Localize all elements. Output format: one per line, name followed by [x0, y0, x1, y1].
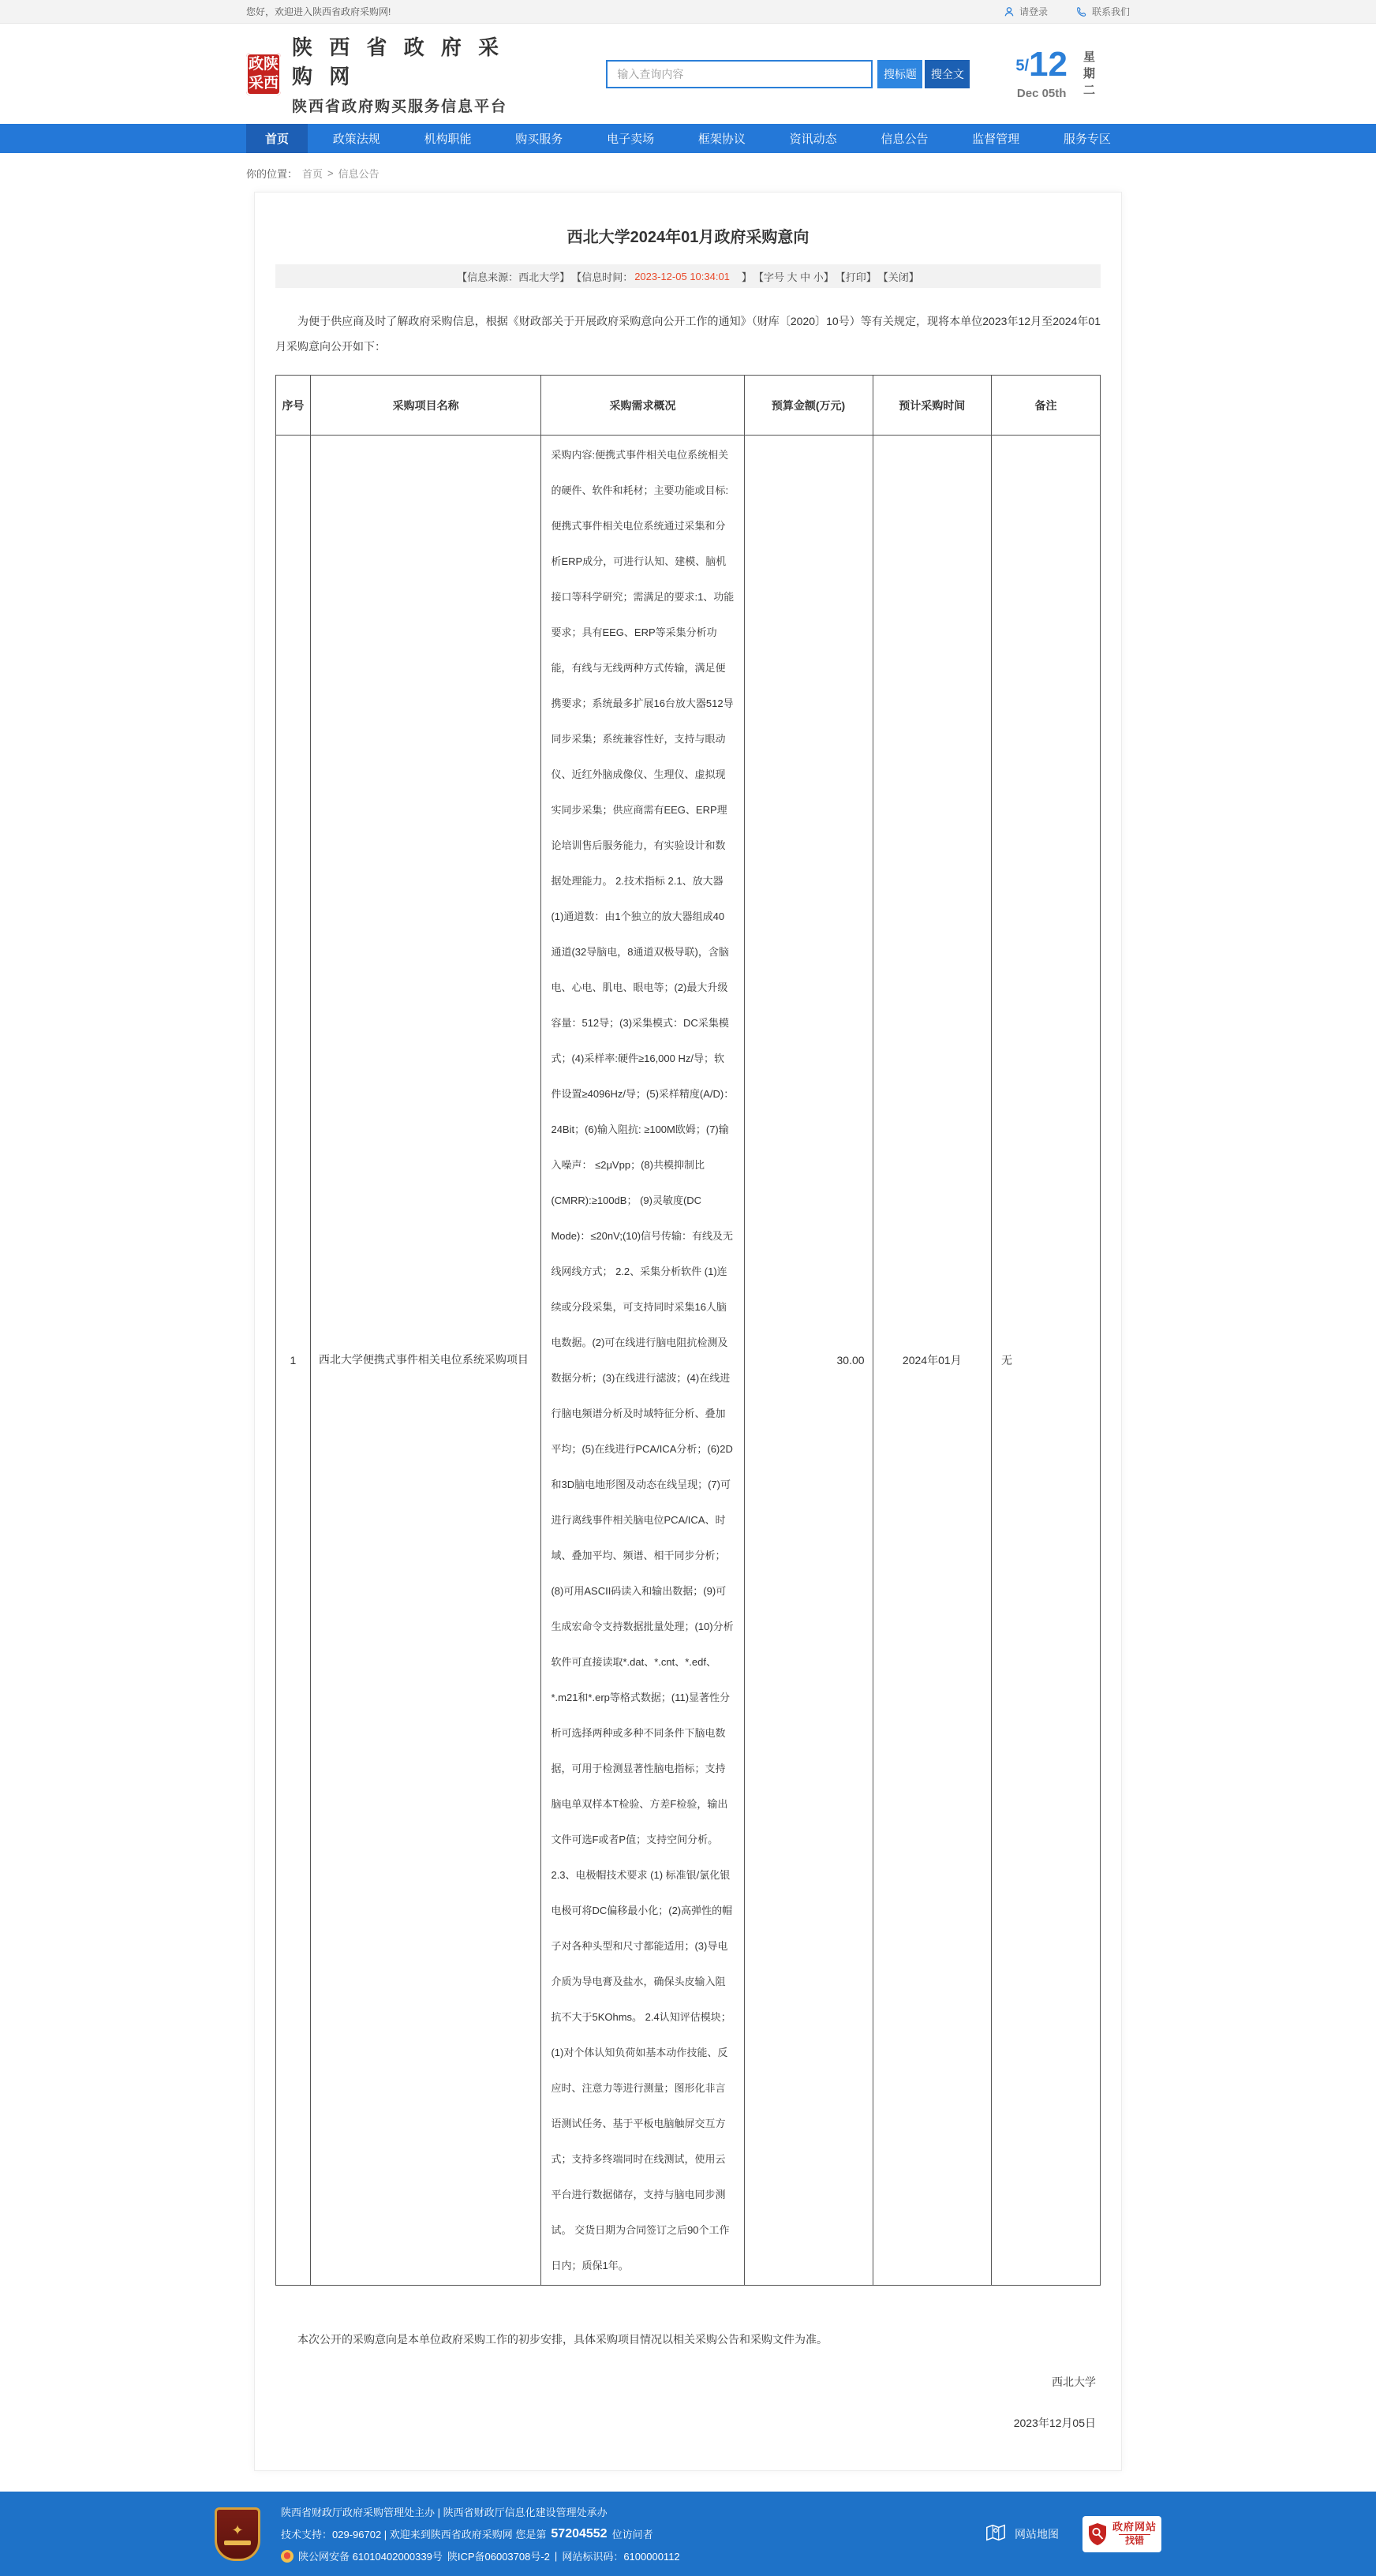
- seal-char: 采: [249, 75, 264, 92]
- meta-time-suffix: 】: [731, 271, 752, 283]
- visitor-count: 57204552: [551, 2526, 608, 2540]
- cell-project-name: 西北大学便携式事件相关电位系统采购项目: [310, 436, 541, 2286]
- welcome-text: 您好，欢迎进入陕西省政府采购网!: [246, 6, 391, 17]
- search-fulltext-button[interactable]: 搜全文: [925, 60, 970, 88]
- print-button[interactable]: 【打印】: [835, 271, 877, 283]
- nav-item-news[interactable]: 资讯动态: [789, 133, 837, 146]
- col-header-time: 预计采购时间: [873, 376, 991, 436]
- meta-time-prefix: 【信息时间：: [571, 271, 634, 283]
- nav-item-purchase-services[interactable]: 购买服务: [515, 133, 563, 146]
- map-icon: [985, 2522, 1007, 2546]
- seal-logo-icon: [246, 53, 281, 95]
- emblem-star-icon: ✦: [231, 2522, 244, 2538]
- col-header-budget: 预算金额(万元): [744, 376, 873, 436]
- nav-item-framework[interactable]: 框架协议: [697, 133, 746, 146]
- contact-link[interactable]: [1076, 5, 1130, 18]
- nav-item-functions[interactable]: 机构职能: [424, 133, 472, 146]
- breadcrumb-label: 你的位置：: [246, 168, 298, 180]
- nav-item-service-zone[interactable]: 服务专区: [1063, 133, 1111, 146]
- search-bar: [606, 60, 970, 88]
- seal-char: 西: [264, 75, 279, 92]
- phone-icon: [1076, 6, 1087, 17]
- police-badge-icon: [281, 2550, 294, 2563]
- sitemap-label: 网站地图: [1015, 2527, 1059, 2540]
- topbar: [0, 0, 1376, 24]
- date-english: Dec 05th: [1016, 87, 1067, 100]
- article-meta-bar: [275, 264, 1101, 288]
- footer: [0, 2492, 1376, 2576]
- col-header-requirement: 采购需求概况: [541, 376, 744, 436]
- emblem-bar: [224, 2540, 251, 2545]
- footer-organizer: 陕西省财政厅政府采购管理处主办 | 陕西省财政厅信息化建设管理处承办: [281, 2507, 608, 2519]
- sitemap-link[interactable]: [985, 2522, 1059, 2546]
- procurement-table: [275, 375, 1101, 2286]
- footer-support-prefix: 技术支持：029-96702 | 欢迎来到陕西省政府采购网 您是第: [281, 2529, 547, 2541]
- site-subtitle: 陕西省政府购买服务信息平台: [292, 99, 508, 115]
- site-name: 陕 西 省 政 府 采 购 网: [292, 36, 505, 88]
- cell-budget: 30.00: [744, 436, 873, 2286]
- signature-date: 2023年12月05日: [1013, 2417, 1096, 2430]
- site-code: 网站标识码：6100000112: [562, 2551, 680, 2563]
- date-widget: [1015, 47, 1130, 100]
- cell-procurement-time: 2024年01月: [873, 436, 991, 2286]
- footer-emblem-icon: [215, 2507, 260, 2561]
- nav-item-emall[interactable]: 电子卖场: [607, 133, 655, 146]
- intro-paragraph: 为便于供应商及时了解政府采购信息，根据《财政部关于开展政府采购意向公开工作的通知》（财库〔2020〕10号）等有关规定，现将本单位2023年12月至2024年01月采购意向公开如下：: [275, 315, 1101, 353]
- close-button[interactable]: 【关闭】: [877, 271, 919, 283]
- date-day: 12: [1029, 45, 1068, 84]
- login-link[interactable]: [1004, 5, 1048, 18]
- nav-item-policies[interactable]: 政策法规: [332, 133, 380, 146]
- table-header-row: [276, 376, 1101, 436]
- fontsize-controls[interactable]: 【字号 大 中 小】: [753, 271, 834, 283]
- user-icon: [1004, 6, 1015, 17]
- search-title-button[interactable]: 搜标题: [877, 60, 922, 88]
- search-input[interactable]: [606, 60, 873, 88]
- site-logo[interactable]: [246, 32, 511, 116]
- breadcrumb-current[interactable]: 信息公告: [338, 168, 380, 180]
- cell-note: 无: [992, 436, 1101, 2286]
- meta-time-value: 2023-12-05 10:34:01: [634, 270, 730, 282]
- nav-item-home[interactable]: 首页: [246, 124, 308, 153]
- nav-item-announcements[interactable]: 信息公告: [881, 133, 929, 146]
- nav-item-supervision[interactable]: 监督管理: [972, 133, 1020, 146]
- site-header: [0, 24, 1376, 124]
- breadcrumb-separator: >: [327, 167, 334, 179]
- contact-label: 联系我们: [1091, 6, 1130, 17]
- date-month: 5/: [1015, 57, 1030, 75]
- closing-paragraph: 本次公开的采购意向是本单位政府采购工作的初步安排，具体采购项目情况以相关采购公告和采购文件为准。: [297, 2333, 828, 2346]
- col-header-no: 序号: [276, 376, 311, 436]
- seal-char: 政: [249, 56, 264, 73]
- footer-support-suffix: 位访问者: [611, 2529, 653, 2541]
- meta-source: 【信息来源：西北大学】: [457, 271, 570, 283]
- breadcrumb-home-link[interactable]: 首页: [302, 168, 323, 180]
- breadcrumb: [246, 153, 1130, 192]
- col-header-note: 备注: [992, 376, 1101, 436]
- gov-site-error-badge[interactable]: [1082, 2516, 1161, 2552]
- security-record-link[interactable]: 陕公网安备 61010402000339号: [298, 2551, 443, 2563]
- find-error-line2: 找错: [1119, 2534, 1150, 2547]
- main-nav: [0, 124, 1376, 153]
- table-row: [276, 436, 1101, 2286]
- seal-char: 陕: [264, 56, 279, 73]
- cell-serial-number: 1: [276, 436, 311, 2286]
- footer-separator: |: [554, 2550, 558, 2563]
- cell-requirement: 采购内容:便携式事件相关电位系统相关的硬件、软件和耗材；主要功能或目标:便携式事件相关电位系统通过采集和分析ERP成分，可进行认知、建模、脑机接口等科学研究；需满足的要求:1、功能要求；具有EEG、ERP等采集分析功能，有线与无线两种方式传输，满足便携要求；系统最多扩展16台放大器512导同步采集；系统兼容性好，支持与眼动仪、近红外脑成像仪、生理仪、虚拟现实同步采集；供应商需有EEG、ERP理论培训售后服务能力，有实验设计和数据处理能力。 2.技术指标 2.1、放大器 (1)通道数：由1个独立的放大器组成40通道(32导脑电，8通道双极导联)，含脑电、心电、肌电、眼电等；(2)最大升级容量：512导；(3)采集模式：DC采集模式；(4)采样率:硬件≥16,000 Hz/导；软件设置≥4096Hz/导；(5)采样精度(A/D)：24Bit；(6)输入阻抗: ≥100M欧姆；(7)输入噪声： ≤2μVpp；(8)共模抑制比(CMRR):≥100dB； (9)灵敏度(DC Mode)：≤20nV;(10)信号传输：有线及无线网线方式； 2.2、采集分析软件 (1)连续或分段采集，可支持同时采集16人脑电数据。(2)可在线进行脑电阻抗检测及数据分析；(3)在线进行滤波；(4)在线进行脑电频谱分析及时域特征分析、叠加平均；(5)在线进行PCA/ICA分析；(6)2D和3D脑电地形图及动态在线呈现；(7)可进行离线事件相关脑电位PCA/ICA、时域、叠加平均、频谱、相干同步分析；(8)可用ASCII码读入和输出数据；(9)可生成宏命令支持数据批量处理；(10)分析软件可直接读取*.dat、*.cnt、*.edf、*.m21和*.erp等格式数据；(11)显著性分析可选择两种或多种不同条件下脑电数据，可用于检测显著性脑电指标；支持脑电单双样本T检验、方差F检验，输出文件可选F或者P值；支持空间分析。 2.3、电极帽技术要求 (1) 标准银/氯化银电极可将DC偏移最小化；(2)高弹性的帽子对各种头型和尺寸都能适用；(3)导电介质为导电膏及盐水，确保头皮输入阻抗不大于5KOhms。 2.4认知评估模块；(1)对个体认知负荷如基本动作技能、反应时、注意力等进行测量；图形化非言语测试任务、基于平板电脑触屏交互方式；支持多终端同时在线测试，使用云平台进行数据储存，支持与脑电同步测试。 交货日期为合同签订之后90个工作日内；质保1年。: [541, 436, 744, 2286]
- date-weekday: 星期二: [1082, 50, 1095, 100]
- col-header-name: 采购项目名称: [310, 376, 541, 436]
- icp-record-link[interactable]: 陕ICP备06003708号-2: [447, 2551, 550, 2563]
- find-error-line1: 政府网站: [1112, 2521, 1157, 2533]
- signature-org: 西北大学: [1052, 2376, 1096, 2389]
- login-label: 请登录: [1019, 6, 1048, 17]
- article-card: [254, 192, 1122, 2471]
- page-title: 西北大学2024年01月政府采购意向: [566, 229, 810, 246]
- find-error-icon: [1087, 2522, 1108, 2546]
